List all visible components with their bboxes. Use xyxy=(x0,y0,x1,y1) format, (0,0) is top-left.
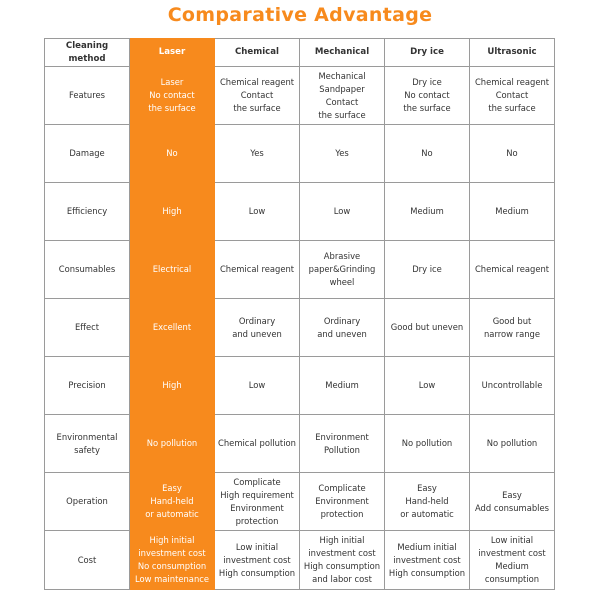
table-cell: Chemical reagent Contact the surface xyxy=(215,67,300,125)
table-cell: Complicate High requirement Environment protection xyxy=(215,473,300,531)
header-dry-ice: Dry ice xyxy=(385,39,470,67)
table-cell: High initial investment cost High consumption and labor cost xyxy=(300,531,385,590)
table-cell: No xyxy=(470,125,555,183)
table-cell: Low xyxy=(215,357,300,415)
table-cell: Ordinary and uneven xyxy=(300,299,385,357)
table-cell: No pollution xyxy=(470,415,555,473)
laser-cell: High xyxy=(130,183,215,241)
table-row xyxy=(45,357,555,415)
table-row xyxy=(45,473,555,531)
table-cell: Abrasive paper&Grinding wheel xyxy=(300,241,385,299)
table-cell: Low initial investment cost High consumption xyxy=(215,531,300,590)
header-chemical: Chemical xyxy=(215,39,300,67)
row-label: Consumables xyxy=(45,241,130,299)
table-cell: Chemical reagent xyxy=(470,241,555,299)
laser-cell: No xyxy=(130,125,215,183)
table-cell: Good but narrow range xyxy=(470,299,555,357)
table-row xyxy=(45,183,555,241)
laser-cell: Laser No contact the surface xyxy=(130,67,215,125)
row-label: Effect xyxy=(45,299,130,357)
laser-cell: Easy Hand-held or automatic xyxy=(130,473,215,531)
table-header-row xyxy=(45,39,555,67)
table-cell: No pollution xyxy=(385,415,470,473)
table-cell: Chemical pollution xyxy=(215,415,300,473)
header-laser: Laser xyxy=(130,39,215,67)
row-label: Efficiency xyxy=(45,183,130,241)
row-label: Damage xyxy=(45,125,130,183)
table-cell: Dry ice No contact the surface xyxy=(385,67,470,125)
table-cell: Medium xyxy=(385,183,470,241)
table-row xyxy=(45,299,555,357)
comparison-table xyxy=(44,38,555,590)
row-label: Precision xyxy=(45,357,130,415)
table-cell: No xyxy=(385,125,470,183)
table-cell: Environment Pollution xyxy=(300,415,385,473)
table-cell: Chemical reagent Contact the surface xyxy=(470,67,555,125)
row-label: Environmental safety xyxy=(45,415,130,473)
row-label: Cost xyxy=(45,531,130,590)
table-row xyxy=(45,415,555,473)
header-cleaning-method: Cleaning method xyxy=(45,39,130,67)
table-cell: Yes xyxy=(215,125,300,183)
header-ultrasonic: Ultrasonic xyxy=(470,39,555,67)
table-row xyxy=(45,241,555,299)
table-cell: Low xyxy=(300,183,385,241)
table-cell: Low initial investment cost Medium consumption xyxy=(470,531,555,590)
table-cell: Mechanical Sandpaper Contact the surface xyxy=(300,67,385,125)
laser-cell: Electrical xyxy=(130,241,215,299)
laser-cell: No pollution xyxy=(130,415,215,473)
table-cell: Low xyxy=(385,357,470,415)
table-cell: Low xyxy=(215,183,300,241)
page-title: Comparative Advantage xyxy=(167,4,433,26)
laser-cell: High xyxy=(130,357,215,415)
table-cell: Chemical reagent xyxy=(215,241,300,299)
table-cell: Uncontrollable xyxy=(470,357,555,415)
table-cell: Medium xyxy=(300,357,385,415)
laser-cell: Excellent xyxy=(130,299,215,357)
table-cell: Complicate Environment protection xyxy=(300,473,385,531)
table-cell: Medium initial investment cost High consumption xyxy=(385,531,470,590)
table-cell: Dry ice xyxy=(385,241,470,299)
table-cell: Yes xyxy=(300,125,385,183)
row-label: Operation xyxy=(45,473,130,531)
table-row xyxy=(45,531,555,590)
table-row xyxy=(45,125,555,183)
laser-cell: High initial investment cost No consumption Low maintenance xyxy=(130,531,215,590)
table-cell: Good but uneven xyxy=(385,299,470,357)
header-mechanical: Mechanical xyxy=(300,39,385,67)
table-row xyxy=(45,67,555,125)
table-cell: Medium xyxy=(470,183,555,241)
table-cell: Ordinary and uneven xyxy=(215,299,300,357)
table-cell: Easy Hand-held or automatic xyxy=(385,473,470,531)
row-label: Features xyxy=(45,67,130,125)
table-cell: Easy Add consumables xyxy=(470,473,555,531)
